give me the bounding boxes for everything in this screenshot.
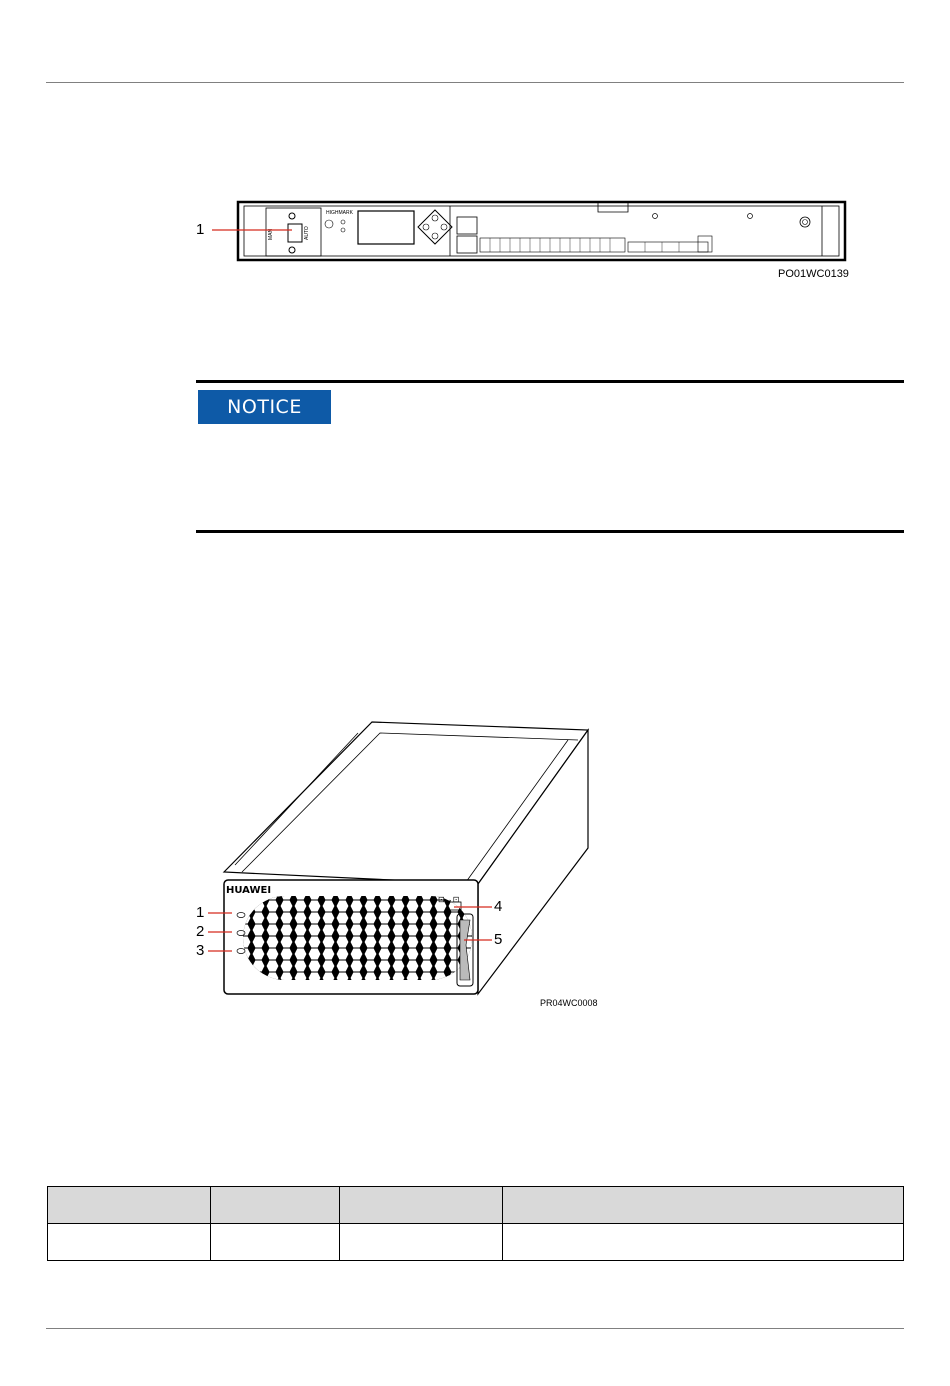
rectifier-figure-code: PR04WC0008 — [540, 998, 598, 1008]
table-cell — [211, 1224, 340, 1261]
table-cell — [340, 1224, 503, 1261]
panel-callout-1: 1 — [196, 221, 205, 238]
table-cell — [48, 1224, 211, 1261]
rectifier-callout-4: 4 — [494, 898, 503, 915]
svg-text:AUTO: AUTO — [304, 226, 310, 240]
table-header-cell — [211, 1187, 340, 1224]
svg-text:⊡→⊡: ⊡→⊡ — [438, 895, 460, 904]
rectifier-brand-text: HUAWEI — [226, 885, 272, 896]
table-header-cell — [503, 1187, 904, 1224]
footer-rule — [46, 1328, 904, 1329]
table-header-cell — [340, 1187, 503, 1224]
rectifier-callout-2: 2 — [196, 923, 205, 940]
table-header-row — [48, 1187, 904, 1224]
rectifier-callout-3: 3 — [196, 942, 205, 959]
table-header-cell — [48, 1187, 211, 1224]
svg-text:MAN: MAN — [268, 228, 274, 240]
rectifier-callout-1: 1 — [196, 904, 205, 921]
rectifier-callout-5: 5 — [494, 931, 503, 948]
spec-table — [47, 1186, 904, 1261]
panel-figure-code: PO01WC0139 — [778, 268, 849, 280]
svg-text:HIGHMARK: HIGHMARK — [326, 210, 353, 216]
notice-badge: NOTICE — [198, 390, 331, 424]
table-row — [48, 1224, 904, 1261]
table-cell — [503, 1224, 904, 1261]
